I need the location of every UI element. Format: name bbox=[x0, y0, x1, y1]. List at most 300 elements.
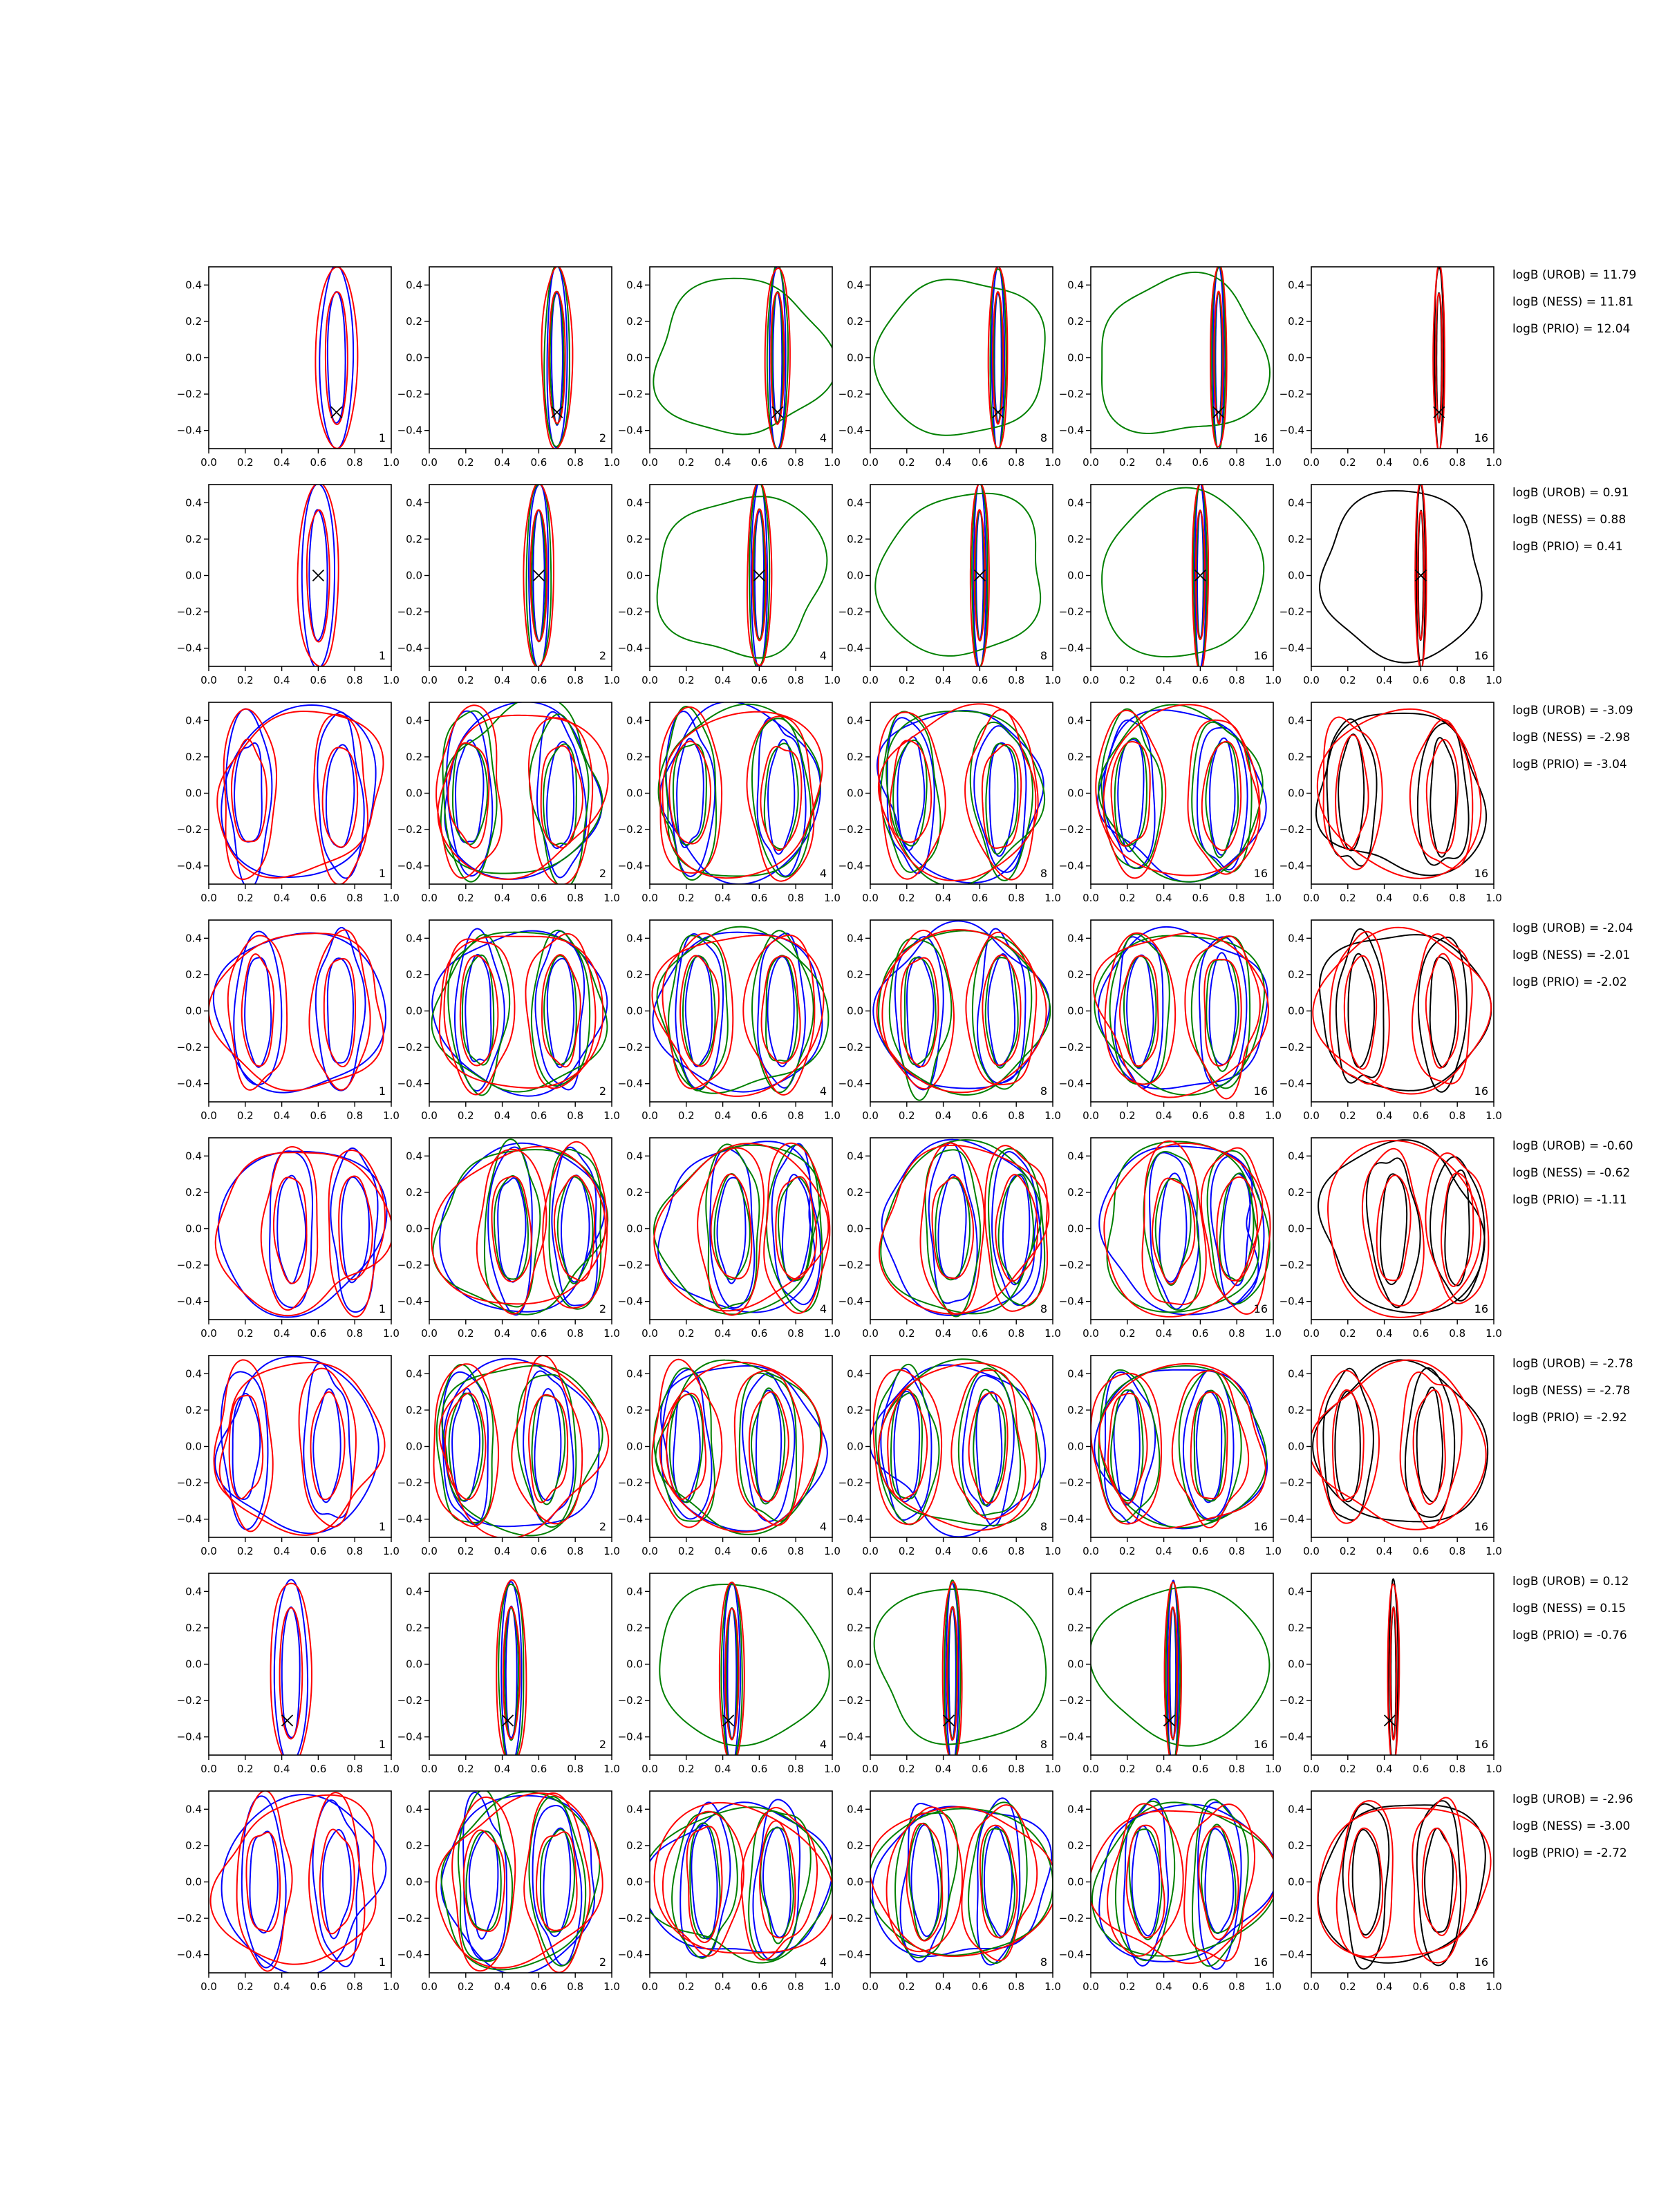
x-tick-label: 0.2 bbox=[457, 1980, 474, 1993]
x-tick-label: 0.0 bbox=[421, 1980, 438, 1993]
contours bbox=[542, 265, 573, 449]
panel-n-label: 4 bbox=[819, 1956, 827, 1969]
y-tick-label: 0.2 bbox=[1288, 750, 1304, 763]
panel-n-label: 16 bbox=[1253, 1738, 1268, 1751]
logb-label: logB (NESS) = 0.88 bbox=[1512, 513, 1627, 527]
x-tick-label: 0.2 bbox=[677, 1763, 695, 1775]
x-tick-label: 1.0 bbox=[824, 1109, 841, 1122]
panel-n-label: 1 bbox=[378, 1085, 386, 1098]
y-tick-label: −0.4 bbox=[617, 424, 643, 437]
y-tick-label: −0.4 bbox=[397, 1512, 422, 1526]
contours bbox=[211, 1791, 386, 1976]
x-tick-label: 1.0 bbox=[1044, 1109, 1061, 1122]
x-tick-label: 1.0 bbox=[824, 1763, 841, 1775]
contour-green-envelope bbox=[657, 496, 827, 658]
logb-label: logB (PRIO) = 12.04 bbox=[1512, 322, 1631, 336]
y-tick-label: −0.2 bbox=[397, 1041, 422, 1054]
panel-n-label: 16 bbox=[1253, 867, 1268, 880]
x-tick-label: 0.2 bbox=[1339, 1327, 1356, 1340]
contour-red-inner bbox=[1349, 1828, 1382, 1938]
panel-n-label: 16 bbox=[1253, 1302, 1268, 1315]
y-tick-label: 0.2 bbox=[1067, 315, 1084, 328]
y-tick-label: 0.4 bbox=[406, 1367, 422, 1380]
y-tick-label: −0.2 bbox=[1279, 606, 1304, 619]
truth-marker bbox=[993, 406, 1004, 418]
x-tick-label: 0.8 bbox=[567, 1109, 584, 1122]
contour-black-outer bbox=[1418, 723, 1469, 865]
x-tick-label: 0.2 bbox=[1118, 1763, 1136, 1775]
panel-r8-c1 bbox=[177, 1791, 400, 1993]
contour-green-inner bbox=[494, 1176, 528, 1279]
y-tick-label: −0.2 bbox=[1279, 1041, 1304, 1054]
panel-r4-c5 bbox=[1059, 920, 1282, 1122]
x-tick-label: 0.8 bbox=[567, 1327, 584, 1340]
contours bbox=[432, 929, 608, 1096]
contour-blue-outer bbox=[1150, 1152, 1199, 1309]
contour-green-inner bbox=[683, 956, 715, 1065]
x-tick-label: 1.0 bbox=[1044, 892, 1061, 904]
contour-blue-inner bbox=[326, 744, 355, 847]
y-tick-label: −0.4 bbox=[617, 1295, 643, 1308]
x-tick-label: 0.2 bbox=[457, 1109, 474, 1122]
y-tick-label: 0.0 bbox=[626, 1658, 643, 1671]
x-tick-label: 0.4 bbox=[273, 1109, 290, 1122]
x-tick-label: 0.0 bbox=[200, 456, 217, 469]
panel-n-label: 1 bbox=[378, 1302, 386, 1315]
y-tick-label: −0.2 bbox=[838, 1912, 863, 1925]
x-tick-label: 1.0 bbox=[824, 1980, 841, 1993]
y-tick-label: 0.2 bbox=[1067, 1185, 1084, 1199]
x-tick-label: 0.2 bbox=[1118, 1545, 1136, 1557]
x-tick-label: 1.0 bbox=[1485, 1545, 1502, 1557]
panel-r6-c6 bbox=[1280, 1356, 1502, 1557]
x-tick-label: 0.8 bbox=[1228, 1327, 1246, 1340]
axes-frame bbox=[870, 485, 1053, 666]
contour-red-inner bbox=[1423, 1828, 1457, 1936]
x-tick-label: 0.2 bbox=[457, 892, 474, 904]
contour-red-inner bbox=[280, 1608, 303, 1738]
x-tick-label: 0.4 bbox=[1155, 456, 1172, 469]
x-tick-label: 0.0 bbox=[1303, 1763, 1320, 1775]
contour-blue-envelope bbox=[1099, 1146, 1258, 1315]
x-tick-label: 0.2 bbox=[236, 674, 254, 686]
y-tick-label: 0.2 bbox=[1067, 1839, 1084, 1852]
x-tick-label: 0.6 bbox=[1192, 892, 1209, 904]
x-tick-label: 0.2 bbox=[898, 1980, 915, 1993]
contour-green-outer bbox=[752, 930, 814, 1092]
y-tick-label: 0.4 bbox=[406, 714, 422, 727]
contour-black-outer bbox=[1405, 1368, 1454, 1517]
panel-n-label: 1 bbox=[378, 1520, 386, 1533]
contour-black-envelope bbox=[1320, 491, 1482, 663]
x-tick-label: 0.2 bbox=[1118, 674, 1136, 686]
x-tick-label: 0.8 bbox=[787, 1109, 805, 1122]
axes-frame bbox=[1311, 485, 1494, 666]
x-tick-label: 0.6 bbox=[1192, 1763, 1209, 1775]
x-tick-label: 0.8 bbox=[1228, 1545, 1246, 1557]
y-tick-label: −0.4 bbox=[397, 424, 422, 437]
y-tick-label: 0.0 bbox=[1288, 1004, 1304, 1018]
x-tick-label: 0.0 bbox=[1303, 892, 1320, 904]
x-tick-label: 0.0 bbox=[641, 1109, 658, 1122]
panel-n-label: 2 bbox=[599, 1085, 606, 1098]
y-tick-label: −0.4 bbox=[617, 1948, 643, 1961]
panel-r8-c2 bbox=[397, 1790, 620, 1993]
y-tick-label: 0.2 bbox=[1288, 1403, 1304, 1416]
x-tick-label: 0.4 bbox=[273, 1327, 290, 1340]
x-tick-label: 0.6 bbox=[971, 674, 988, 686]
y-tick-label: 0.0 bbox=[1067, 351, 1084, 364]
y-tick-label: 0.4 bbox=[185, 1803, 202, 1816]
x-tick-label: 0.8 bbox=[346, 1109, 364, 1122]
x-tick-label: 0.8 bbox=[1449, 892, 1466, 904]
y-tick-label: 0.2 bbox=[626, 968, 643, 981]
contours bbox=[1094, 927, 1268, 1099]
x-tick-label: 0.4 bbox=[714, 456, 731, 469]
x-tick-label: 0.6 bbox=[1192, 1980, 1209, 1993]
y-tick-label: 0.4 bbox=[1288, 1803, 1304, 1816]
x-tick-label: 0.2 bbox=[236, 1545, 254, 1557]
y-tick-label: 0.0 bbox=[1067, 1222, 1084, 1235]
y-tick-label: −0.4 bbox=[617, 1512, 643, 1526]
y-tick-label: 0.0 bbox=[1067, 1440, 1084, 1453]
y-tick-label: −0.4 bbox=[176, 1512, 202, 1526]
x-tick-label: 0.4 bbox=[714, 1980, 731, 1993]
x-tick-label: 0.0 bbox=[1303, 1980, 1320, 1993]
x-tick-label: 0.2 bbox=[457, 1763, 474, 1775]
panel-r7-c5 bbox=[1059, 1573, 1282, 1775]
x-tick-label: 0.0 bbox=[200, 1980, 217, 1993]
y-tick-label: 0.4 bbox=[626, 1367, 643, 1380]
x-tick-label: 0.2 bbox=[898, 1763, 915, 1775]
truth-marker bbox=[331, 406, 342, 418]
panel-n-label: 2 bbox=[599, 1520, 606, 1533]
y-tick-label: 0.2 bbox=[1288, 1621, 1304, 1634]
axes-frame bbox=[650, 267, 832, 449]
y-tick-label: 0.0 bbox=[185, 569, 202, 582]
x-tick-label: 0.0 bbox=[1303, 1327, 1320, 1340]
x-tick-label: 0.2 bbox=[1339, 674, 1356, 686]
contour-red-inner bbox=[554, 1176, 594, 1281]
y-tick-label: −0.2 bbox=[617, 1912, 643, 1925]
logb-label: logB (NESS) = 0.15 bbox=[1512, 1602, 1627, 1615]
panel-r1-c4 bbox=[838, 266, 1061, 469]
contours bbox=[209, 928, 386, 1093]
x-tick-label: 0.6 bbox=[751, 1327, 768, 1340]
contour-green-outer bbox=[668, 935, 728, 1090]
y-tick-label: −0.4 bbox=[617, 1077, 643, 1090]
contour-red-inner bbox=[320, 1829, 355, 1933]
contour-blue-inner bbox=[1197, 1391, 1221, 1502]
x-tick-label: 0.4 bbox=[494, 674, 511, 686]
x-tick-label: 0.6 bbox=[310, 674, 327, 686]
y-tick-label: −0.4 bbox=[397, 1295, 422, 1308]
y-tick-label: −0.4 bbox=[176, 424, 202, 437]
axes-frame bbox=[650, 485, 832, 666]
y-tick-label: −0.2 bbox=[397, 1259, 422, 1272]
contour-black-outer bbox=[1367, 1158, 1421, 1307]
contours bbox=[877, 704, 1044, 886]
x-tick-label: 0.0 bbox=[862, 1980, 879, 1993]
contour-blue-inner bbox=[506, 1606, 517, 1738]
axes-frame bbox=[429, 485, 612, 666]
y-tick-label: 0.0 bbox=[185, 1440, 202, 1453]
contour-red-outer bbox=[1091, 1374, 1161, 1524]
y-tick-label: 0.4 bbox=[1067, 496, 1084, 509]
axes-frame bbox=[1311, 1138, 1494, 1320]
x-tick-label: 0.8 bbox=[1228, 674, 1246, 686]
contours bbox=[653, 264, 836, 451]
contour-blue-inner bbox=[894, 1391, 919, 1502]
x-tick-label: 0.4 bbox=[1155, 674, 1172, 686]
contours bbox=[315, 265, 357, 449]
y-tick-label: 0.4 bbox=[626, 1585, 643, 1598]
contours bbox=[1316, 709, 1486, 879]
panel-n-label: 16 bbox=[1253, 1085, 1268, 1098]
x-tick-label: 0.0 bbox=[1303, 1545, 1320, 1557]
panel-n-label: 2 bbox=[599, 431, 606, 444]
panel-n-label: 2 bbox=[599, 1302, 606, 1315]
x-tick-label: 0.8 bbox=[1449, 1545, 1466, 1557]
y-tick-label: 0.4 bbox=[1067, 1803, 1084, 1816]
y-tick-label: −0.2 bbox=[1279, 823, 1304, 836]
x-tick-label: 0.4 bbox=[1376, 1980, 1393, 1993]
y-tick-label: 0.0 bbox=[406, 1222, 422, 1235]
panel-r1-c1 bbox=[177, 265, 400, 469]
y-tick-label: −0.4 bbox=[1058, 641, 1084, 655]
y-tick-label: 0.2 bbox=[185, 750, 202, 763]
logb-label: logB (UROB) = -2.04 bbox=[1512, 921, 1633, 935]
x-tick-label: 0.6 bbox=[310, 1545, 327, 1557]
contour-blue-inner bbox=[547, 742, 574, 848]
y-tick-label: −0.4 bbox=[1058, 424, 1084, 437]
y-tick-label: 0.0 bbox=[406, 787, 422, 800]
x-tick-label: 1.0 bbox=[383, 456, 400, 469]
x-tick-label: 0.4 bbox=[1155, 1327, 1172, 1340]
contours bbox=[652, 927, 828, 1096]
x-tick-label: 0.8 bbox=[1008, 674, 1025, 686]
logb-label: logB (UROB) = 0.91 bbox=[1512, 486, 1629, 500]
contour-green-inner bbox=[765, 743, 798, 849]
contours bbox=[431, 1139, 608, 1315]
x-tick-label: 0.6 bbox=[1412, 892, 1430, 904]
panel-r1-c3 bbox=[618, 264, 841, 469]
x-tick-label: 0.0 bbox=[1082, 456, 1099, 469]
contours bbox=[434, 1356, 609, 1539]
x-tick-label: 0.0 bbox=[421, 674, 438, 686]
x-tick-label: 1.0 bbox=[1485, 892, 1502, 904]
contour-red-inner bbox=[1414, 1390, 1445, 1504]
x-tick-label: 0.4 bbox=[935, 1980, 952, 1993]
x-tick-label: 0.4 bbox=[1376, 1327, 1393, 1340]
y-tick-label: 0.4 bbox=[1288, 1150, 1304, 1163]
y-tick-label: 0.0 bbox=[626, 1440, 643, 1453]
x-tick-label: 0.6 bbox=[751, 892, 768, 904]
x-tick-label: 0.4 bbox=[273, 674, 290, 686]
contour-blue-envelope bbox=[660, 702, 821, 884]
contours bbox=[1099, 1141, 1270, 1317]
x-tick-label: 0.6 bbox=[1412, 456, 1430, 469]
contour-blue-inner bbox=[782, 1174, 810, 1281]
panel-r3-c6 bbox=[1280, 702, 1502, 904]
x-tick-label: 0.8 bbox=[787, 1763, 805, 1775]
y-tick-label: −0.2 bbox=[1058, 1477, 1084, 1490]
contour-red-inner bbox=[1427, 740, 1459, 853]
y-tick-label: −0.4 bbox=[176, 1948, 202, 1961]
y-tick-label: 0.0 bbox=[185, 1004, 202, 1018]
contour-blue-inner bbox=[498, 1178, 525, 1282]
y-tick-label: 0.2 bbox=[185, 1185, 202, 1199]
contour-blue-inner bbox=[1210, 738, 1235, 855]
y-tick-label: −0.2 bbox=[1279, 388, 1304, 401]
contour-green-outer bbox=[959, 1368, 1020, 1515]
panel-n-label: 8 bbox=[1040, 649, 1047, 662]
x-tick-label: 1.0 bbox=[1485, 456, 1502, 469]
y-tick-label: 0.4 bbox=[406, 496, 422, 509]
y-tick-label: −0.2 bbox=[617, 388, 643, 401]
x-tick-label: 0.2 bbox=[236, 892, 254, 904]
contour-red-inner bbox=[326, 292, 348, 424]
contour-red-inner bbox=[1217, 1177, 1257, 1281]
x-tick-label: 0.4 bbox=[935, 456, 952, 469]
x-tick-label: 0.4 bbox=[494, 1109, 511, 1122]
panel-n-label: 16 bbox=[1474, 1520, 1488, 1533]
logb-label: logB (UROB) = -0.60 bbox=[1512, 1139, 1633, 1153]
x-tick-label: 0.4 bbox=[273, 1545, 290, 1557]
contour-green-inner bbox=[1130, 1829, 1162, 1940]
panel-n-label: 4 bbox=[819, 1085, 827, 1098]
y-tick-label: 0.2 bbox=[626, 315, 643, 328]
y-tick-label: −0.2 bbox=[1279, 1912, 1304, 1925]
panel-n-label: 16 bbox=[1474, 1956, 1488, 1969]
y-tick-label: −0.4 bbox=[176, 1295, 202, 1308]
y-tick-label: 0.2 bbox=[406, 1621, 422, 1634]
y-tick-label: 0.4 bbox=[847, 496, 863, 509]
x-tick-label: 1.0 bbox=[1485, 1327, 1502, 1340]
y-tick-label: 0.0 bbox=[1067, 1875, 1084, 1888]
panel-r4-c1 bbox=[177, 920, 400, 1122]
y-tick-label: 0.0 bbox=[847, 351, 863, 364]
panel-r3-c5 bbox=[1059, 702, 1282, 904]
y-tick-label: 0.0 bbox=[406, 1004, 422, 1018]
contour-red-envelope bbox=[220, 1362, 385, 1535]
x-tick-label: 1.0 bbox=[383, 1980, 400, 1993]
contour-red-outer bbox=[477, 1150, 547, 1314]
x-tick-label: 0.8 bbox=[567, 674, 584, 686]
contours bbox=[659, 702, 823, 884]
contour-blue-inner bbox=[691, 1826, 717, 1939]
y-tick-label: −0.2 bbox=[617, 1477, 643, 1490]
y-tick-label: 0.4 bbox=[185, 932, 202, 945]
y-tick-label: 0.2 bbox=[1067, 750, 1084, 763]
x-tick-label: 0.0 bbox=[1082, 1980, 1099, 1993]
y-tick-label: 0.0 bbox=[185, 1222, 202, 1235]
y-tick-label: −0.4 bbox=[617, 641, 643, 655]
y-tick-label: −0.2 bbox=[176, 1477, 202, 1490]
y-tick-label: 0.0 bbox=[626, 1004, 643, 1018]
y-tick-label: −0.2 bbox=[838, 823, 863, 836]
y-tick-label: 0.0 bbox=[847, 1658, 863, 1671]
contour-black-inner bbox=[1335, 1391, 1360, 1501]
contour-red-envelope bbox=[216, 1152, 393, 1315]
y-tick-label: −0.2 bbox=[1058, 823, 1084, 836]
contour-blue-inner bbox=[686, 956, 712, 1067]
x-tick-label: 0.8 bbox=[1008, 1327, 1025, 1340]
y-tick-label: −0.4 bbox=[1058, 859, 1084, 872]
x-tick-label: 0.2 bbox=[898, 456, 915, 469]
y-tick-label: −0.4 bbox=[838, 859, 863, 872]
y-tick-label: −0.2 bbox=[838, 1041, 863, 1054]
panel-n-label: 1 bbox=[378, 867, 386, 880]
panel-r6-c3 bbox=[618, 1356, 841, 1557]
truth-marker bbox=[533, 570, 544, 581]
panel-r7-c2 bbox=[397, 1573, 620, 1775]
y-tick-label: 0.0 bbox=[1288, 787, 1304, 800]
x-tick-label: 0.4 bbox=[494, 1327, 511, 1340]
x-tick-label: 0.0 bbox=[862, 1545, 879, 1557]
y-tick-label: 0.0 bbox=[1288, 1440, 1304, 1453]
contours bbox=[879, 1140, 1049, 1317]
x-tick-label: 0.8 bbox=[1228, 1980, 1246, 1993]
x-tick-label: 0.6 bbox=[1192, 1545, 1209, 1557]
logb-label: logB (NESS) = -2.78 bbox=[1512, 1384, 1631, 1398]
panel-r6-c2 bbox=[397, 1356, 620, 1557]
y-tick-label: −0.2 bbox=[176, 388, 202, 401]
x-tick-label: 0.8 bbox=[1228, 1109, 1246, 1122]
y-tick-label: 0.0 bbox=[1067, 569, 1084, 582]
contour-green-inner bbox=[1124, 956, 1156, 1067]
x-tick-label: 0.2 bbox=[1339, 456, 1356, 469]
contour-red-inner bbox=[1344, 956, 1376, 1069]
panel-r4-c3 bbox=[618, 920, 841, 1122]
contours bbox=[217, 705, 383, 889]
y-tick-label: 0.2 bbox=[1288, 532, 1304, 545]
contour-green-outer bbox=[767, 1145, 822, 1311]
y-tick-label: 0.0 bbox=[626, 351, 643, 364]
y-tick-label: −0.4 bbox=[1279, 1512, 1304, 1526]
x-tick-label: 0.0 bbox=[421, 1545, 438, 1557]
x-tick-label: 1.0 bbox=[383, 1545, 400, 1557]
logb-label: logB (UROB) = 0.12 bbox=[1512, 1575, 1629, 1588]
x-tick-label: 1.0 bbox=[1265, 674, 1282, 686]
x-tick-label: 0.4 bbox=[1376, 1545, 1393, 1557]
x-tick-label: 0.0 bbox=[862, 1109, 879, 1122]
contour-green-inner bbox=[544, 956, 577, 1065]
x-tick-label: 1.0 bbox=[1265, 1109, 1282, 1122]
logb-label: logB (NESS) = -2.01 bbox=[1512, 948, 1631, 962]
contours bbox=[436, 1790, 603, 1974]
y-tick-label: 0.2 bbox=[1067, 1403, 1084, 1416]
contour-green-inner bbox=[986, 957, 1018, 1068]
x-tick-label: 0.6 bbox=[530, 1327, 547, 1340]
x-tick-label: 0.8 bbox=[1449, 1109, 1466, 1122]
y-tick-label: −0.2 bbox=[1058, 388, 1084, 401]
contour-green-envelope bbox=[653, 279, 836, 435]
y-tick-label: −0.2 bbox=[1058, 1041, 1084, 1054]
contours bbox=[271, 1580, 312, 1766]
x-tick-label: 0.0 bbox=[641, 1327, 658, 1340]
logb-label: logB (PRIO) = -2.72 bbox=[1512, 1846, 1627, 1860]
x-tick-label: 0.6 bbox=[1192, 456, 1209, 469]
x-tick-label: 1.0 bbox=[1265, 892, 1282, 904]
x-tick-label: 0.4 bbox=[714, 892, 731, 904]
y-tick-label: 0.2 bbox=[1288, 968, 1304, 981]
y-tick-label: 0.2 bbox=[847, 1403, 863, 1416]
y-tick-label: 0.4 bbox=[847, 714, 863, 727]
y-tick-label: 0.0 bbox=[847, 1004, 863, 1018]
y-tick-label: −0.2 bbox=[617, 606, 643, 619]
contour-blue-inner bbox=[233, 1394, 261, 1499]
